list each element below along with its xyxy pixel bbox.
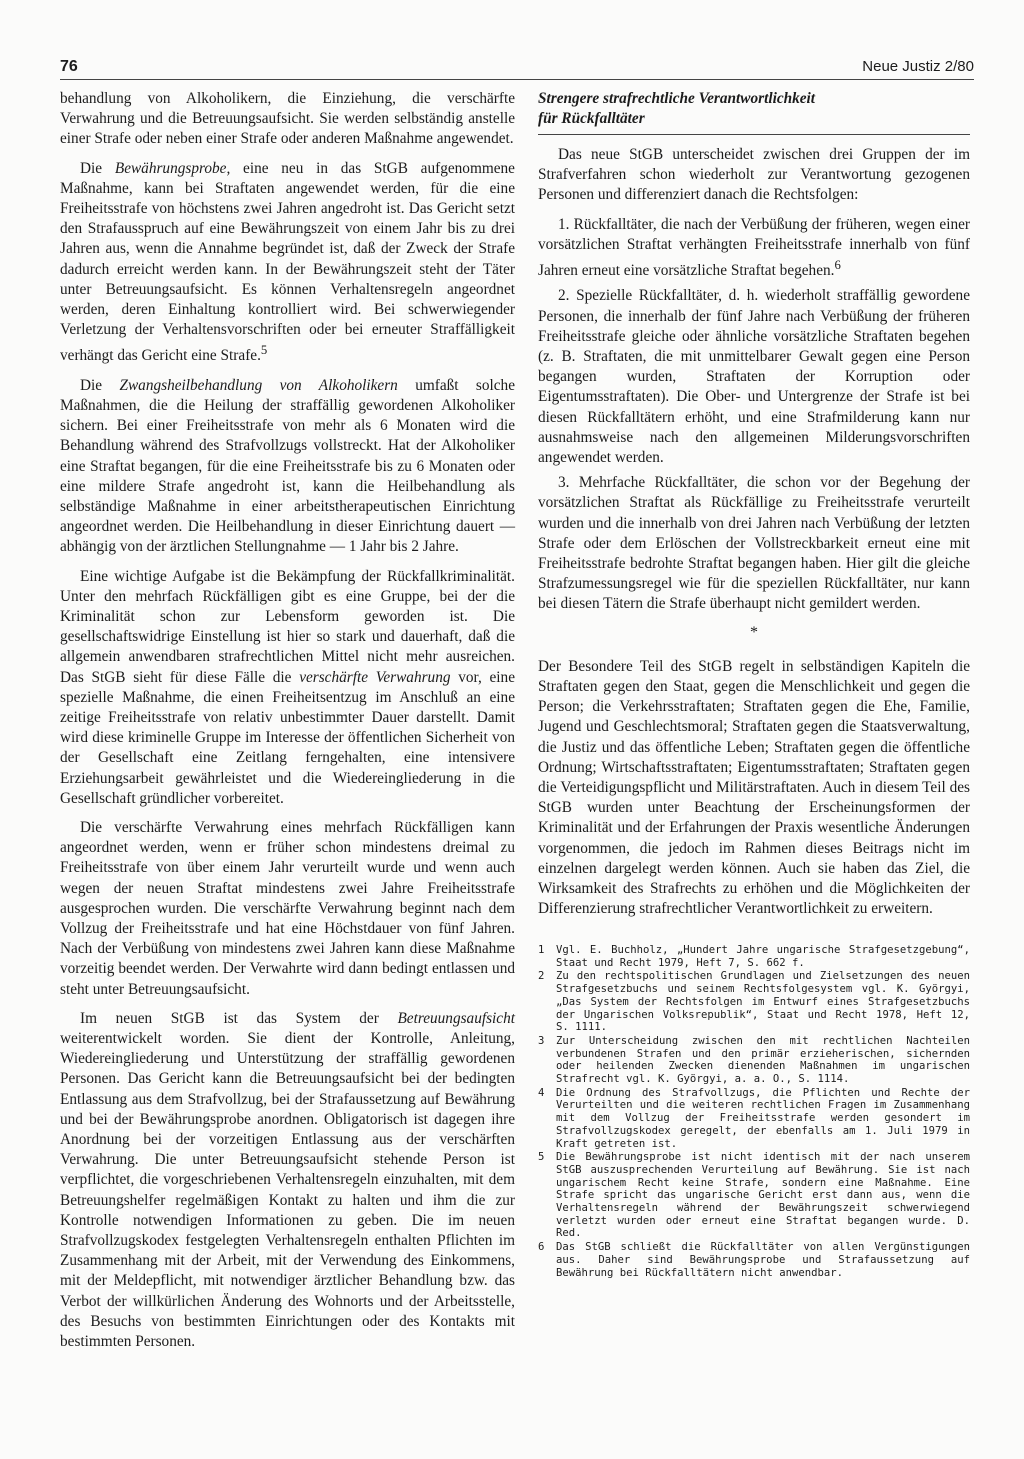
footnote-ref: 6 [834, 258, 841, 273]
footnotes [538, 944, 970, 1280]
text: Im neuen StGB ist das System der [80, 1009, 398, 1027]
footnote-text: Vgl. E. Buchholz, „Hundert Jahre ungarische Strafgesetzgebung“, Staat und Recht 1979, Heft 7, S. 662 f. [556, 944, 970, 969]
footnote-number: 3 [538, 1034, 545, 1047]
footnote [538, 1087, 970, 1151]
paragraph-betreuungsaufsicht [60, 1009, 515, 1352]
paragraph-rueckfallkriminalitaet [60, 567, 515, 809]
footnote-text: Zur Unterscheidung zwischen den mit rechtlichen Nachteilen verbundenen Strafen und den primär erzieherischen, sichernden oder heilenden Zwecken dienenden Maßnahmen im ungarischen Strafrecht vgl. K. Györgyi, a. a. O., S. 1114. [556, 1034, 970, 1086]
text: Eine wichtige Aufgabe ist die Bekämpfung der Rückfallkriminalität. Unter den mehrfach Rückfälligen gibt es eine Gruppe, bei der die Kriminalität schon zur Lebensform geworden ist. Die gesellschaftswidrige Einstellung ist hier so stark und dauerhaft, daß die allgemein anwendbaren strafrechtlichen Mittel nicht mehr ausreichen. Das StGB sieht für diese Fälle die [60, 567, 515, 686]
page-number: 76 [60, 58, 78, 75]
footnote [538, 1241, 970, 1279]
footnote [538, 1035, 970, 1086]
text: 1. Rückfalltäter, die nach der Verbüßung der früheren, wegen einer vorsätzlichen Straftat verhängten Freiheitsstrafe innerhalb von fünf Jahren erneut eine vorsätzliche Straftat begehen. [538, 215, 970, 280]
list-item [538, 215, 970, 282]
paragraph: Das neue StGB unterscheidet zwischen drei Gruppen der im Strafverfahren schon wiederholt zur Verantwortung gezogenen Personen und differenziert danach die Rechtsfolgen: [538, 146, 970, 204]
term: Bewährungsprobe, [114, 159, 231, 177]
paragraph: Die verschärfte Verwahrung eines mehrfach Rückfälligen kann angeordnet werden, wenn er früher schon mindestens dreimal zu Freiheitsstrafe von über einem Jahr verurteilt wurde und wenn auch wegen der neuen Straftat mindestens zwei Jahre Freiheitsstrafe ausgesprochen wurden. Die verschärfte Verwahrung beginnt nach dem Vollzug der Freiheitsstrafe und hat eine Höchstdauer von fünf Jahren. Nach der Verbüßung von mindestens zwei Jahren kann diese Maßnahme vorzeitig beendet werden. Der Verwahrte wird dann bedingt entlassen und steht unter Betreuungsaufsicht. [60, 819, 515, 998]
footnote-text: Zu den rechtspolitischen Grundlagen und Zielsetzungen des neuen Strafgesetzbuchs und seinem Rechtsfolgesystem vgl. K. Györgyi, „Das System der Rechtsfolgen im Entwurf eines Strafgesetzbuchs der Ungarischen Volksrepublik“, Staat und Recht 1978, Heft 12, S. 1111. [556, 970, 970, 1034]
list-item: 2. Spezielle Rückfalltäter, d. h. wiederholt straffällig gewordene Personen, die innerhalb der fünf Jahre nach Verbüßung der früheren Freiheitsstrafe gleiche oder ähnliche vorsätzliche Straftaten begehen (z. B. Straftaten, die mit unmittelbarer Gewalt gegen eine Person begangen wurden, Straftaten der Korruption oder Eigentumsstraftaten). Die Ober- und Untergrenze der Strafe ist bei diesen Rückfalltätern erhöht, und eine Strafmilderung kann nur ausnahmsweise nach den allgemeinen Milderungsvorschriften angewendet werden. [538, 287, 970, 466]
right-column [538, 89, 970, 928]
footnote [538, 1151, 970, 1240]
text: weiterentwickelt worden. Sie dient der Kontrolle, Anleitung, Wiedereingliederung und Unterstützung der straffällig gewordenen Personen. Das Gericht kann die Betreuungsaufsicht bei der bedingten Entlassung aus dem Strafvollzug, bei der Strafaussetzung auf Bewährung und bei der Bewährungsprobe anordnen. Obligatorisch ist dagegen ihre Anordnung bei der vorzeitigen Entlassung aus der verschärften Verwahrung. Die unter Betreuungsaufsicht stehende Person ist verpflichtet, die vorgeschriebenen Verhaltensregeln einzuhalten, mit dem Betreuungshelfer regelmäßigen Kontakt zu halten und ihm die zur Kontrolle notwendigen Informationen zu geben. Die im neuen Strafvollzugskodex festgelegten Verhaltensregeln enthalten Pflichten im Zusammenhang mit der Arbeit, mit der Verwendung des Einkommens, mit der Meldepflicht, mit notwendiger ärztlicher Behandlung bzw. das Verbot der willkürlichen Änderung des Wohnorts und der Arbeitsstelle, des Besuchs von bestimmten Einrichtungen oder des Kontakts mit bestimmten Personen. [60, 1030, 515, 1351]
text: eine neu in das StGB aufgenommene Maßnahme, kann bei Straftaten angewendet werden, für die eine Freiheitsstrafe von höchstens zwei Jahren angedroht ist. Das Gericht setzt den Strafausspruch auf eine Bewährungszeit von einem Jahr bis zu drei Jahren aus, wenn die Annahme begründet ist, daß der Zweck der Strafe dadurch erreicht werden kann. In der Bewährungszeit steht der Täter unter Betreuungsaufsicht. Es können Verhaltensregeln angeordnet werden, deren Einhaltung kontrolliert wird. Bei schwerwiegender Verletzung der Verhaltensvorschriften oder bei erneuter Straffälligkeit verhängt das Gericht eine Strafe. [60, 159, 515, 365]
footnote-number: 5 [538, 1151, 545, 1164]
footnote [538, 970, 970, 1034]
term: Zwangsheilbehandlung von Alkoholikern [119, 376, 398, 394]
section-title-line: für Rückfalltäter [538, 110, 645, 127]
term: Betreuungsaufsicht [397, 1009, 515, 1027]
list-item: 3. Mehrfache Rückfalltäter, die schon vor der Begehung der vorsätzlichen Straftat als Rückfällige zu Freiheitsstrafe verurteilt wurden und die innerhalb von drei Jahren nach Verbüßung der letzten Strafe oder dem Erlöschen der Vollstreckbarkeit erneut eine mit Freiheitsstrafe bedrohte Straftat begangen haben. Hier gilt die gleiche Strafzumessungsregel wie für die speziellen Rückfalltäter, nur kann bei diesen Tätern die Strafe überhaupt nicht gemildert werden. [538, 474, 970, 613]
section-rule [538, 134, 970, 135]
section-separator: * [750, 623, 758, 641]
section-title [538, 89, 970, 129]
header-rule [60, 79, 974, 80]
footnote [538, 944, 970, 969]
footnote-number: 2 [538, 970, 545, 983]
footnote-number: 1 [538, 944, 545, 956]
paragraph-zwangsheilbehandlung [60, 376, 515, 558]
footnote-text: Die Bewährungsprobe ist nicht identisch mit der nach unserem StGB auszusprechenden Verurteilung auf Bewährung. Sie ist nach ungarischem Recht keine Strafe, sondern eine Maßnahme. Eine Strafe spricht das ungarische Gericht erst dann aus, wenn die Verhaltensregeln während der Bewährungszeit schwerwiegend verletzt wurden oder erneut eine Straftat begangen wurde. D. Red. [556, 1151, 970, 1240]
journal-title: Neue Justiz 2/80 [862, 58, 974, 75]
footnote-text: Das StGB schließt die Rückfalltäter von allen Vergünstigungen aus. Daher sind Bewährungsprobe und Strafaussetzung auf Bewährung bei Rückfalltätern nicht anwendbar. [556, 1241, 970, 1279]
text: vor, eine spezielle Maßnahme, die einen Freiheitsentzug im Anschluß an eine zeitige Freiheitsstrafe von relativ unbestimmter Dauer darstellt. Damit wird diese kriminelle Gruppe im Interesse der öffentlichen Sicherheit von der Gesellschaft eine Zeitlang ferngehalten, eine intensivere Erziehungsarbeit gewährleistet und die Wiedereingliederung in die Gesellschaft gründlicher vorbereitet. [60, 668, 515, 807]
footnote-number: 6 [538, 1241, 545, 1254]
footnote-number: 4 [538, 1086, 545, 1099]
left-column [60, 89, 515, 1361]
text: Die [80, 376, 120, 394]
paragraph: behandlung von Alkoholikern, die Einziehung, die verschärfte Verwahrung und die Betreuungsaufsicht. Sie werden selbständig anstelle einer Strafe oder neben einer Strafe oder anderen Maßnahme angewendet. [60, 90, 515, 148]
text: Die [80, 159, 115, 177]
paragraph: Der Besondere Teil des StGB regelt in selbständigen Kapiteln die Straftaten gegen den Staat, gegen die Menschlichkeit und gegen die Person; die Verkehrsstraftaten; Straftaten gegen die Ehe, Familie, Jugend und Geschlechtsmoral; Straftaten gegen die Staatsverwaltung, die Justiz und das öffentliche Leben; Straftaten gegen die öffentliche Ordnung; Wirtschaftsstraftaten; Eigentumsstraftaten; Straftaten gegen die Verteidigungspflicht und Militärstraftaten. Auch in diesem Teil des StGB wurden unter Beachtung der Erscheinungsformen der Kriminalität und der Erfahrungen der Praxis wesentliche Änderungen vorgenommen, die jedoch im Rahmen dieses Beitrags nicht im einzelnen dargelegt werden können. Auch sie haben das Ziel, die Wirksamkeit des Strafrechts zu erhöhen und die Möglichkeiten der Differenzierung strafrechtlicher Verantwortlichkeit zu erweitern. [538, 657, 970, 918]
term: verschärfte Verwahrung [299, 668, 451, 686]
section-title-line: Strengere strafrechtliche Verantwortlichkeit [538, 90, 816, 107]
text: umfaßt solche Maßnahmen, die die Heilung der straffällig gewordenen Alkoholiker sichern. Bei einer Freiheitsstrafe von mehr als 6 Monaten wird die Behandlung während des Strafvollzugs vollstreckt. Hat der Alkoholiker eine Straftat begangen, für die eine Freiheitsstrafe bis zu 6 Monaten oder eine mildere Strafe angedroht ist, kann die Heilbehandlung als selbständige Maßnahme in einer arbeitstherapeutischen Einrichtung angeordnet werden. Die Heilbehandlung in dieser Einrichtung dauert — abhängig von der ärztlichen Stellungnahme — 1 Jahr bis 2 Jahre. [60, 376, 515, 556]
paragraph-bewaehrungsprobe [60, 159, 515, 367]
footnote-ref: 5 [260, 343, 268, 358]
footnote-text: Die Ordnung des Strafvollzugs, die Pflichten und Rechte der Verurteilten und die weiteren rechtlichen Fragen im Zusammenhang mit dem Vollzug der Freiheitsstrafe werden gesondert im Strafvollzugskodex geregelt, der ebenfalls am 1. Juli 1979 in Kraft getreten ist. [556, 1086, 970, 1150]
